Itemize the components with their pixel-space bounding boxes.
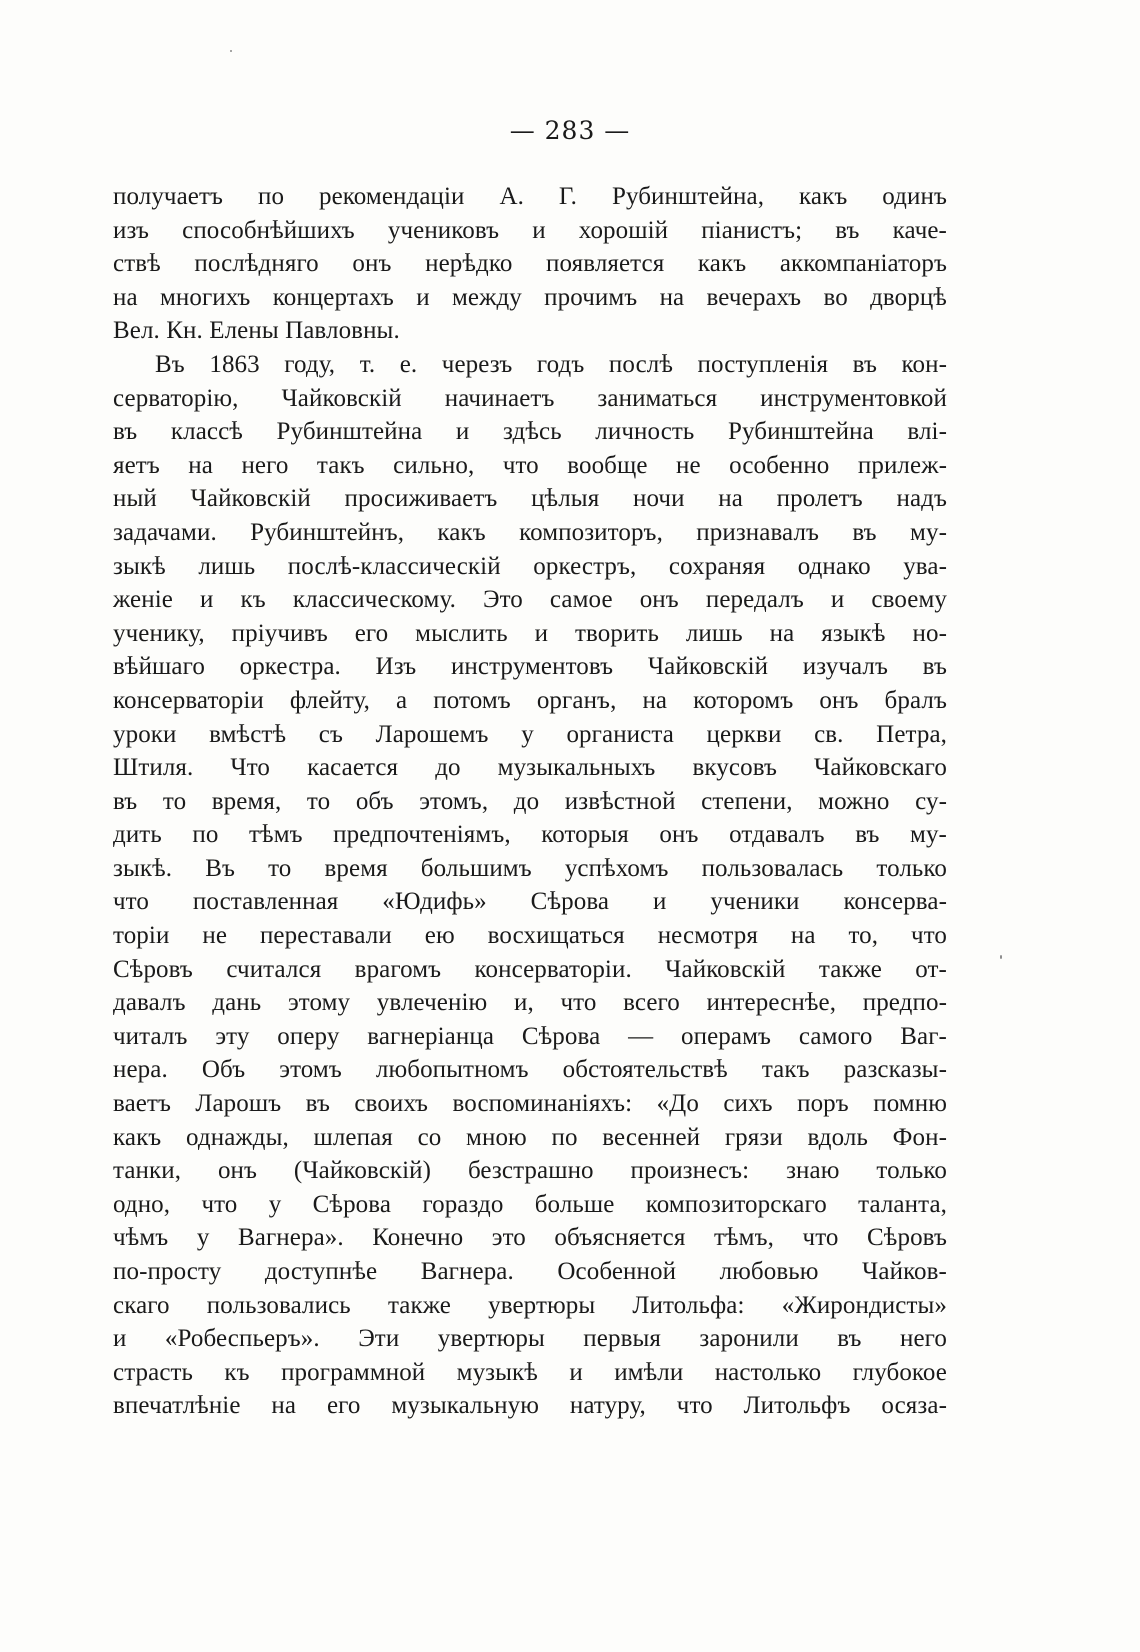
scan-speck	[1000, 955, 1002, 959]
text-line: торіи не переставали ею восхищаться несмотря на то, что	[113, 922, 947, 950]
text-line: по-просту доступнѣе Вагнера. Особенной любовью Чайков-	[113, 1258, 947, 1285]
text-line: въ классѣ Рубинштейна и здѣсь личность Рубинштейна влі-	[113, 418, 947, 446]
text-line: танки, онъ (Чайковскій) безстрашно произнесъ: знаю только	[113, 1157, 947, 1185]
text-line: впечатлѣніе на его музыкальную натуру, что Литольфъ осяза-	[113, 1392, 947, 1420]
text-line: что поставленная «Юдифь» Сѣрова и ученики консерва-	[113, 888, 947, 916]
text-line: дить по тѣмъ предпочтеніямъ, которыя онъ отдавалъ въ му-	[113, 821, 947, 849]
text-line: Вел. Кн. Елены Павловны.	[113, 317, 400, 345]
text-line: яетъ на него такъ сильно, что вообще не особенно прилеж-	[113, 451, 947, 479]
text-line: ваетъ Ларошъ въ своихъ воспоминаніяхъ: «До сихъ поръ помню	[113, 1090, 947, 1118]
text-line: и «Робеспьеръ». Эти увертюры первыя заронили въ него	[113, 1325, 947, 1353]
text-line: изъ способнѣйшихъ учениковъ и хорошій піанистъ; въ каче-	[113, 216, 947, 244]
text-line: какъ однажды, шлепая со мною по весенней грязи вдоль Фон-	[113, 1123, 947, 1151]
text-line: скаго пользовались также увертюры Литольфа: «Жирондисты»	[113, 1291, 947, 1319]
text-line: консерваторіи флейту, а потомъ органъ, на которомъ онъ бралъ	[113, 686, 947, 714]
scan-speck	[230, 50, 232, 52]
text-line: уроки вмѣстѣ съ Ларошемъ у органиста церкви св. Петра,	[113, 720, 947, 748]
text-line: серваторію, Чайковскій начинаетъ заниматься инструментовкой	[113, 384, 947, 412]
text-line: на многихъ концертахъ и между прочимъ на вечерахъ во дворцѣ	[113, 283, 947, 311]
paragraph	[113, 348, 947, 1423]
text-line: въ то время, то объ этомъ, до извѣстной степени, можно су-	[113, 787, 947, 815]
text-line: ствѣ послѣдняго онъ нерѣдко появляется какъ аккомпаніаторъ	[113, 250, 947, 278]
paragraph	[113, 180, 947, 348]
text-line: вѣйшаго оркестра. Изъ инструментовъ Чайковскій изучалъ въ	[113, 653, 947, 681]
text-line: чѣмъ у Вагнера». Конечно это объясняется тѣмъ, что Сѣровъ	[113, 1224, 947, 1252]
text-line: ный Чайковскій просиживаетъ цѣлыя ночи на пролетъ надъ	[113, 485, 947, 513]
text-line: читалъ эту оперу вагнеріанца Сѣрова — операмъ самого Ваг-	[113, 1022, 947, 1050]
text-line: Въ 1863 году, т. е. черезъ годъ послѣ поступленія въ кон-	[155, 350, 947, 378]
text-line: зыкѣ. Въ то время большимъ успѣхомъ пользовалась только	[113, 854, 947, 882]
text-line: зыкѣ лишь послѣ-классическій оркестръ, сохраняя однако ува-	[113, 552, 947, 580]
text-line: женіе и къ классическому. Это самое онъ передалъ и своему	[113, 586, 947, 614]
text-line: нера. Объ этомъ любопытномъ обстоятельствѣ такъ разсказы-	[113, 1056, 947, 1084]
page-number: — 283 —	[509, 116, 631, 145]
text-line: Штиля. Что касается до музыкальныхъ вкусовъ Чайковскаго	[113, 754, 947, 782]
text-line: страсть къ программной музыкѣ и имѣли настолько глубокое	[113, 1358, 947, 1386]
text-line: одно, что у Сѣрова гораздо больше композиторскаго таланта,	[113, 1190, 947, 1218]
text-line: задачами. Рубинштейнъ, какъ композиторъ, признавалъ въ му-	[113, 518, 947, 546]
text-line: давалъ дань этому увлеченію и, что всего интереснѣе, предпо-	[113, 989, 947, 1017]
text-line: ученику, пріучивъ его мыслить и творить лишь на языкѣ но-	[113, 619, 947, 647]
body-text	[113, 180, 947, 1423]
text-line: получаетъ по рекомендаціи А. Г. Рубинштейна, какъ одинъ	[113, 183, 947, 210]
text-line: Сѣровъ считался врагомъ консерваторіи. Чайковскій также от-	[113, 955, 947, 983]
